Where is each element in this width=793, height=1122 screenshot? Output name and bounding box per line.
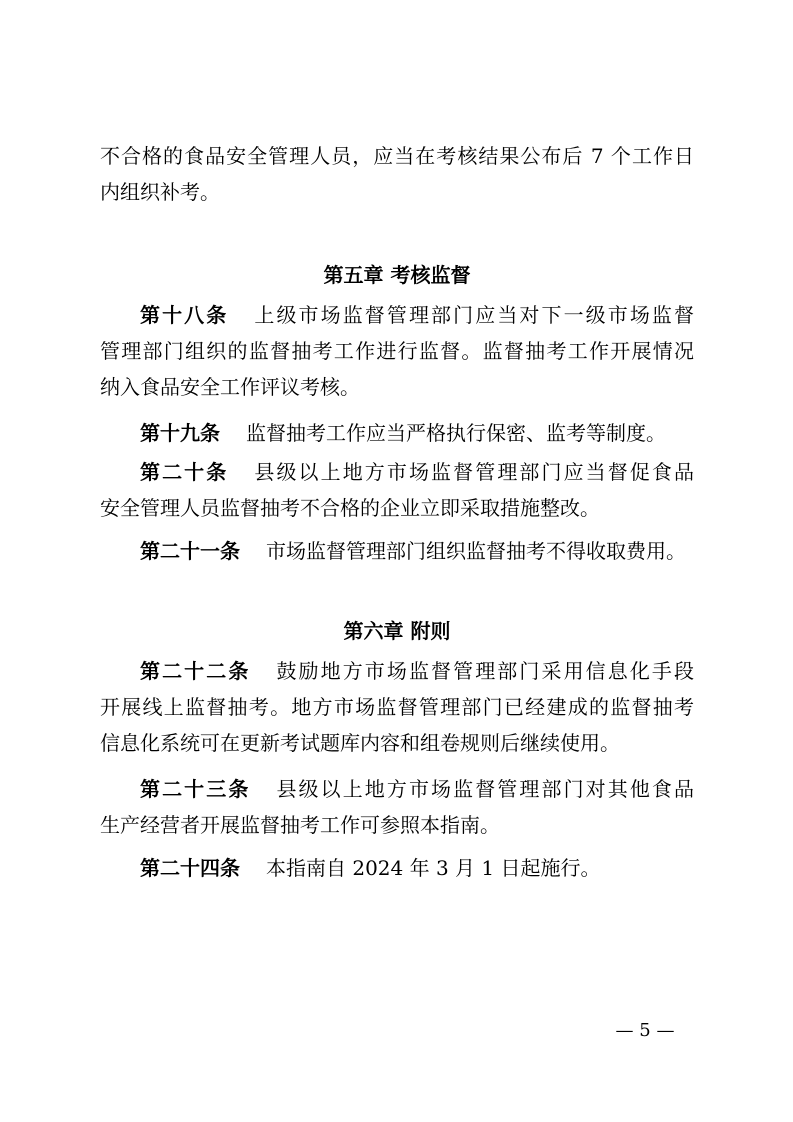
text-line <box>100 533 694 569</box>
article-text: 县级以上地方市场监督管理部门应当督促食品 <box>254 460 695 484</box>
text-line: 管理部门组织的监督抽考工作进行监督。监督抽考工作开展情况 <box>100 339 694 363</box>
text-line <box>100 297 694 333</box>
article-text: 上级市场监督管理部门应当对下一级市场监督 <box>254 303 695 327</box>
text-line: 生产经营者开展监督抽考工作可参照本指南。 <box>100 813 500 837</box>
article-label: 第十八条 <box>140 303 229 327</box>
article-label: 第二十一条 <box>140 539 240 563</box>
article-24 <box>100 850 694 886</box>
text-line: 开展线上监督抽考。地方市场监督管理部门已经建成的监督抽考 <box>100 695 694 719</box>
article-23 <box>100 771 694 843</box>
article-text: 本指南自 2024 年 3 月 1 日起施行。 <box>266 856 601 880</box>
text-line <box>100 653 694 689</box>
text-line: 信息化系统可在更新考试题库内容和组卷规则后继续使用。 <box>100 731 620 755</box>
text-line <box>100 850 694 886</box>
article-18 <box>100 297 694 405</box>
text-line <box>100 415 694 451</box>
article-label: 第二十四条 <box>140 856 240 880</box>
article-22 <box>100 653 694 761</box>
text-line <box>100 454 694 490</box>
article-label: 第十九条 <box>140 421 220 445</box>
text-line: 安全管理人员监督抽考不合格的企业立即采取措施整改。 <box>100 496 600 520</box>
article-label: 第二十三条 <box>140 777 251 801</box>
text-line <box>100 771 694 807</box>
text-line: 内组织补考。 <box>100 180 220 204</box>
article-19 <box>100 415 694 451</box>
article-text: 县级以上地方市场监督管理部门对其他食品 <box>276 777 695 801</box>
text-line: 纳入食品安全工作评议考核。 <box>100 375 360 399</box>
intro-paragraph <box>100 138 694 210</box>
article-label: 第二十二条 <box>140 659 251 683</box>
page-number: — 5 — <box>615 1020 675 1041</box>
article-20 <box>100 454 694 526</box>
article-text: 市场监督管理部门组织监督抽考不得收取费用。 <box>266 539 686 563</box>
article-text: 监督抽考工作应当严格执行保密、监考等制度。 <box>246 421 666 445</box>
chapter-5-heading: 第五章 考核监督 <box>323 263 471 287</box>
chapter-6-heading: 第六章 附则 <box>343 619 451 643</box>
article-21 <box>100 533 694 569</box>
article-text: 鼓励地方市场监督管理部门采用信息化手段 <box>276 659 695 683</box>
article-label: 第二十条 <box>140 460 229 484</box>
text-line: 不合格的食品安全管理人员，应当在考核结果公布后 7 个工作日 <box>100 144 694 168</box>
